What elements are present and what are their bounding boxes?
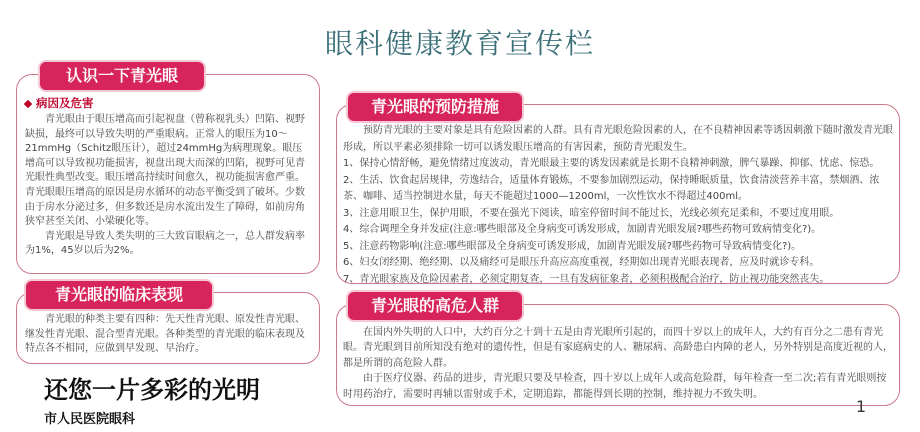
- list-item: 2、生活、饮食起居规律，劳逸结合，适量体育锻炼，不要参加剧烈运动，保持睡眠质量，饮食清淡营养丰富，禁烟酒、浓茶、咖啡、适当控制进水量，每天不能超过1000—1200ml，一次性饮水不得超过400ml。: [343, 174, 880, 202]
- list-item: 1、保持心情舒畅，避免情绪过度波动，青光眼最主要的诱发因素就是长期不良精神刺激，脾气暴躁、抑郁、忧虑、惊恐。: [343, 158, 880, 169]
- incidence-paragraph: 青光眼是导致人类失明的三大致盲眼病之一，总人群发病率为1%，45岁以后为2%。: [25, 230, 305, 257]
- section-prevention: [336, 104, 900, 284]
- page-title: 眼科健康教育宣传栏: [324, 27, 595, 60]
- list-item: 4、综合调理全身并发症(注意:哪些眼部及全身病变可诱发形成，加剧青光眼发展?哪些药物可致病情变化?)。: [343, 224, 822, 235]
- prevention-list: [343, 156, 895, 288]
- section-understand-glaucoma: [16, 74, 320, 274]
- list-item: 7、青光眼家族及危险因素者，必须定期复查，一旦有发病征象者，必须积极配合治疗，防止视功能突然丧失。: [343, 273, 830, 285]
- list-item: 6、妇女闭经期、绝经期、以及痛经可是眼压升高应高度重视，经期如出现青光眼表现者，应及时就诊专科。: [343, 257, 820, 268]
- bullet-diamond-icon: [24, 99, 32, 107]
- screening-paragraph: 由于医疗仪器、药品的进步，青光眼只要及早检查，四十岁以上成年人或高危险群，每年检查一至二次;若有青光眼则按时用药治疗，需要时再辅以雷射或手术，定期追踪，都能得到长期的控制，维持视力不致失明。: [343, 373, 887, 400]
- section-heading-understand: 认识一下青光眼: [40, 62, 204, 90]
- section-heading-clinical: 青光眼的临床表现: [26, 281, 212, 309]
- list-item: 3、注意用眼卫生，保护用眼，不要在强光下阅读，暗室停留时间不能过长，光线必须充足柔和，不要过度用眼。: [343, 207, 840, 219]
- list-item: 5、注意药物影响(注意:哪些眼部及全身病变可诱发形成，加剧青光眼发展?哪些药物可导致病情变化?)。: [343, 240, 802, 252]
- section-heading-high-risk: 青光眼的高危人群: [348, 292, 522, 320]
- section-heading-prevention: 青光眼的预防措施: [348, 93, 522, 121]
- clinical-paragraph: 青光眼的种类主要有四种：先天性青光眼、原发性青光眼、继发性青光眼、混合型青光眼。各种类型的青光眼的临床表现及特点各不相同，应做到早发现、早治疗。: [25, 314, 305, 355]
- page-number: 1: [855, 397, 866, 416]
- prevention-intro: 预防青光眼的主要对象是具有危险因素的人群。具有青光眼危险因素的人，在不良精神因素等诱因刺激下随时激发青光眼形成，所以平素必须排除一切可以诱发眼压增高的有害因素，预防青光眼发生。: [343, 125, 893, 153]
- cause-subheading: [25, 95, 311, 111]
- hospital-name: 市人民医院眼科: [44, 412, 136, 427]
- cause-subheading-text: 病因及危害: [36, 96, 94, 110]
- high-risk-paragraph: 在国内外失明的人口中，大约百分之十到十五是由青光眼所引起的，而四十岁以上的成年人，大约有百分之二患有青光眼。青光眼到目前所知没有绝对的遗传性，但是有家庭病史的人、糖尿病、高龄患白内障的老人，另外特别是高度近视的人，都是所谓的高危险人群。: [343, 327, 893, 369]
- slogan: 还您一片多彩的光明: [44, 376, 260, 404]
- cause-paragraph: 青光眼由于眼压增高而引起视盘（曾称视乳头）凹陷、视野缺损，最终可以导致失明的严重眼病。正常人的眼压为10～21mmHg（Schitz眼压计），超过24mmHg为病理现象。眼压增高可以导致视功能损害，视盘出现大而深的凹陷，视野可见青光眼性典型改变。眼压增高持续时间愈久，视功能损害愈严重。青光眼眼压增高的原因是房水循环的动态平衡受到了破坏。少数由于房水分泌过多，但多数还是房水流出发生了障碍，如前房角狭窄甚至关闭、小梁硬化等。: [25, 114, 305, 228]
